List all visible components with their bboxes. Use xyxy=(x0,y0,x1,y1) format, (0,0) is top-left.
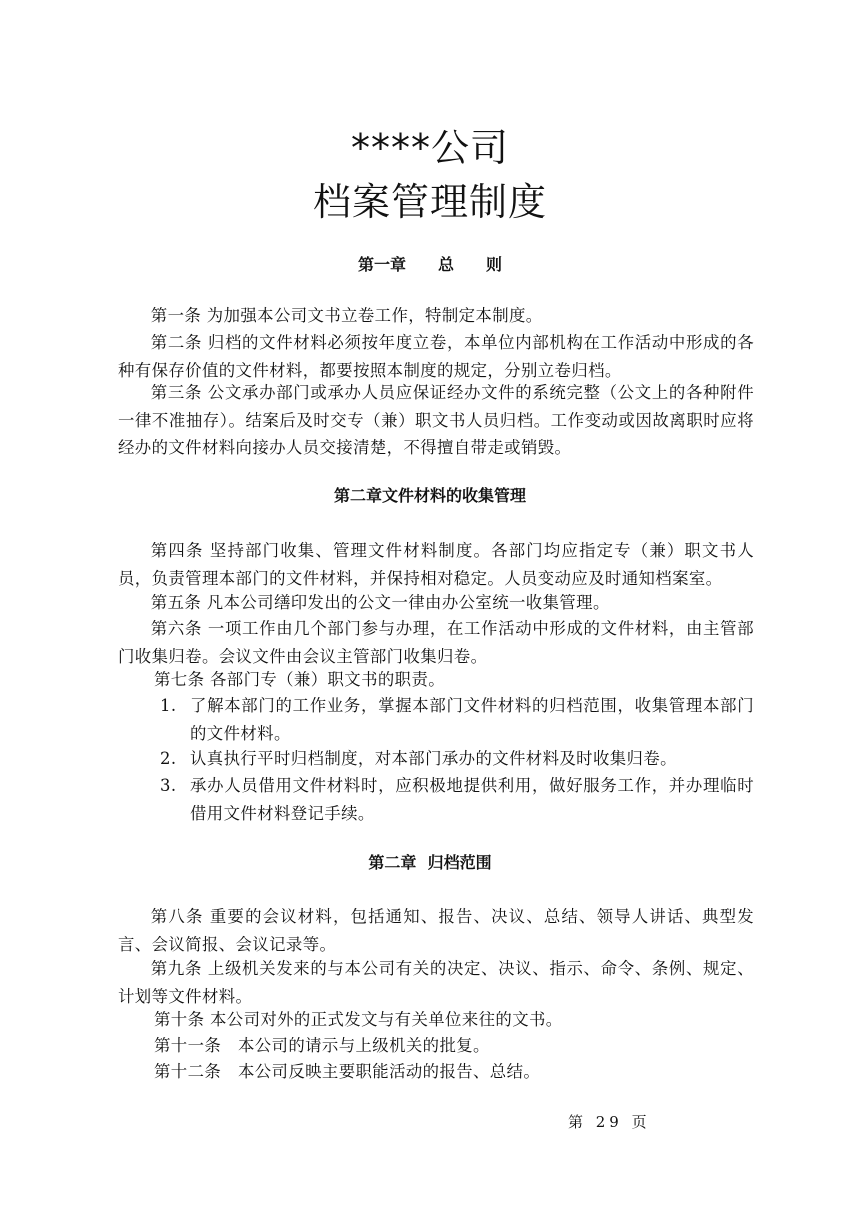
article-3: 第三条 公文承办部门或承办人员应保证经办文件的系统完整（公文上的各种附件一律不准抽存）。结案后及时交专（兼）职文书人员归档。工作变动或因故离职时应将经办的文件材料向接办人员交接清楚，不得擅自带走或销毁。 xyxy=(118,383,754,457)
duty-number: 2. xyxy=(160,749,177,768)
article-7: 第七条 各部门专（兼）职文书的职责。 xyxy=(154,670,446,689)
duty-text: 了解本部门的工作业务，掌握本部门文件材料的归档范围，收集管理本部门的文件材料。 xyxy=(190,696,754,743)
article-11: 第十一条 本公司的请示与上级机关的批复。 xyxy=(154,1036,490,1055)
article-9: 第九条 上级机关发来的与本公司有关的决定、决议、指示、命令、条例、规定、计划等文件材料。 xyxy=(118,959,754,1006)
chapter-heading-2: 第二章文件材料的收集管理 xyxy=(333,486,526,505)
article-1: 第一条 为加强本公司文书立卷工作，特制定本制度。 xyxy=(150,306,543,325)
article-8: 第八条 重要的会议材料，包括通知、报告、决议、总结、领导人讲话、典型发言、会议简报、会议记录等。 xyxy=(118,907,754,954)
article-5: 第五条 凡本公司缮印发出的公文一律由办公室统一收集管理。 xyxy=(150,593,610,612)
duty-item xyxy=(160,745,754,773)
article-4: 第四条 坚持部门收集、管理文件材料制度。各部门均应指定专（兼）职文书人员，负责管理本部门的文件材料，并保持相对稳定。人员变动应及时通知档案室。 xyxy=(118,541,754,588)
duty-item xyxy=(160,692,754,747)
duty-item xyxy=(160,772,754,827)
article-12: 第十二条 本公司反映主要职能活动的报告、总结。 xyxy=(154,1062,541,1081)
article-6: 第六条 一项工作由几个部门参与办理，在工作活动中形成的文件材料，由主管部门收集归卷。会议文件由会议主管部门收集归卷。 xyxy=(118,619,754,666)
chapter-heading-3: 第二章 归档范围 xyxy=(368,853,492,872)
page-number: 第 29 页 xyxy=(568,1113,651,1131)
document-title: 档案管理制度 xyxy=(312,180,547,224)
article-10: 第十条 本公司对外的正式发文与有关单位来往的文书。 xyxy=(154,1010,563,1029)
document-title-company: ****公司 xyxy=(350,126,509,170)
article-2: 第二条 归档的文件材料必须按年度立卷，本单位内部机构在工作活动中形成的各种有保存价值的文件材料，都要按照本制度的规定，分别立卷归档。 xyxy=(118,333,754,380)
chapter-heading-1: 第一章 总 则 xyxy=(357,255,502,274)
duty-text: 认真执行平时归档制度，对本部门承办的文件材料及时收集归卷。 xyxy=(190,749,677,768)
duty-number: 3. xyxy=(160,776,177,795)
duty-text: 承办人员借用文件材料时，应积极地提供利用，做好服务工作，并办理临时借用文件材料登记手续。 xyxy=(190,776,754,823)
duty-number: 1. xyxy=(160,696,177,715)
